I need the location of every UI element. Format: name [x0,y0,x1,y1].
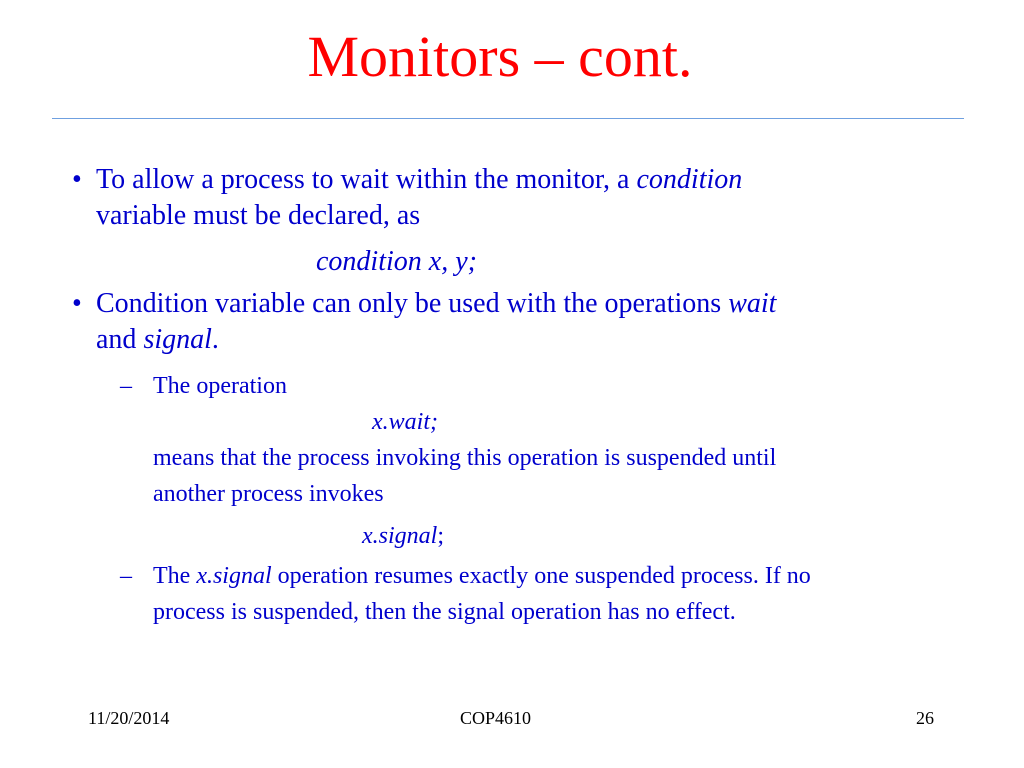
sub-bullet-1-continuation-1: means that the process invoking this operation is suspended until [153,445,777,471]
sub-bullet-2-text-cont: operation resumes exactly one suspended process. If no [271,563,811,589]
bullet-2-text-and: and [96,324,144,355]
sub-bullet-item-1 [72,368,952,404]
slide-content [72,162,952,630]
bullet-2-period: . [211,324,219,355]
bullet-1-italic: condition [636,164,743,195]
code-x-signal [72,518,952,554]
sub-bullet-1-text: The operation [153,373,287,399]
title-divider [52,118,964,119]
sub-bullet-2-italic: x.signal [196,563,272,589]
sub-bullet-marker: – [120,563,132,589]
sub-bullet-1-continuation-2: another process invokes [153,481,384,507]
sub-bullet-marker: – [120,373,132,399]
bullet-2-italic-signal: signal [143,324,212,355]
bullet-2-text: Condition variable can only be used with the operations [96,288,729,319]
code-declaration: condition x, y; [316,246,477,277]
footer-course: COP4610 [460,708,532,728]
bullet-marker: • [72,288,82,319]
footer-date: 11/20/2014 [88,708,170,728]
slide-title: Monitors – cont. [307,24,693,89]
code-x-signal-suffix: ; [437,523,444,549]
sub-bullet-2-text: The [153,563,197,589]
code-x-wait: x.wait; [372,409,438,435]
bullet-marker: • [72,164,82,195]
sub-bullet-item-2 [72,558,952,630]
bullet-item-1 [72,162,952,234]
sub-bullet-2-text-line2: process is suspended, then the signal operation has no effect. [153,599,736,625]
code-x-signal-text: x.signal [362,523,438,549]
bullet-item-2 [72,286,952,358]
bullet-2-italic-wait: wait [728,288,777,319]
bullet-1-text-cont: variable must be declared, as [96,200,421,231]
footer-page-number: 26 [916,708,934,728]
bullet-1-text: To allow a process to wait within the monitor, a [96,164,637,195]
